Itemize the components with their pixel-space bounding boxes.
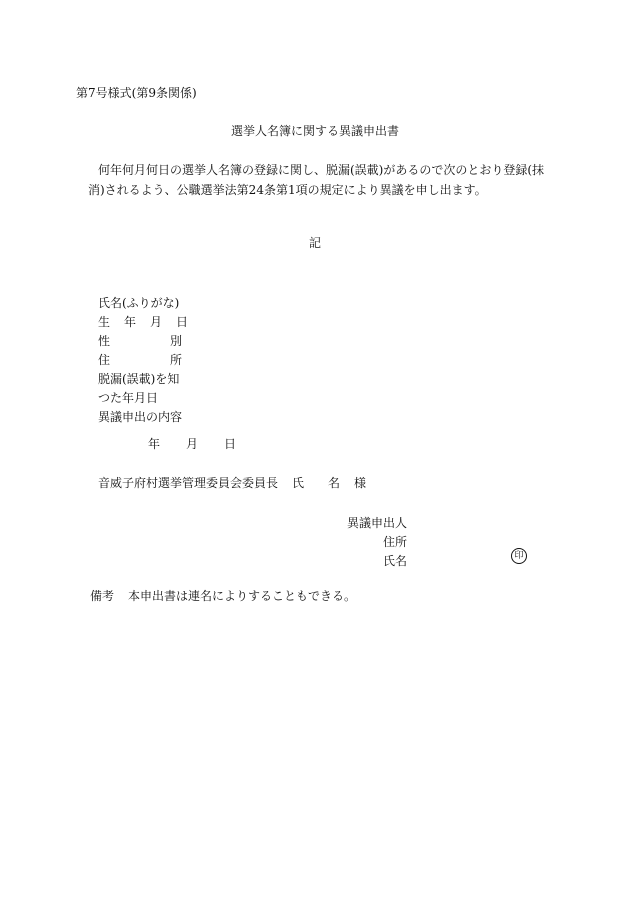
addressee-sama: 様 — [354, 476, 367, 490]
field-discovery-date-line-1: 脱漏(誤載)を知 — [98, 372, 180, 386]
field-address — [98, 351, 188, 370]
field-name: 氏名(ふりがな) — [98, 296, 180, 310]
field-birth-sei: 生 — [98, 315, 111, 329]
date-line — [148, 437, 262, 452]
field-list — [98, 294, 188, 427]
addressee-mei: 名 — [328, 476, 341, 490]
addressee-org: 音威子府村選挙管理委員会委員長 — [98, 476, 279, 490]
applicant-address-label: 住所 — [383, 535, 408, 549]
seal-mark: 印 — [511, 548, 527, 564]
addressee-shi: 氏 — [292, 476, 305, 490]
date-day: 日 — [224, 437, 237, 451]
field-address-sho: 所 — [170, 353, 183, 367]
field-birth-day: 日 — [176, 315, 189, 329]
document-title: 選挙人名簿に関する異議申出書 — [230, 124, 399, 138]
ki-heading: 記 — [308, 236, 321, 250]
field-discovery-date-line-2: つた年月日 — [98, 391, 159, 405]
body-paragraph — [88, 160, 558, 200]
field-address-ju: 住 — [98, 353, 111, 367]
remarks-label: 備考 — [90, 589, 115, 603]
field-sex — [98, 332, 188, 351]
field-birth-year: 年 — [124, 315, 137, 329]
body-line-1: 何年何月何日の選挙人名簿の登録に関し、脱漏(誤載)があるので次のとおり登録(抹 — [98, 163, 545, 177]
date-year: 年 — [148, 437, 161, 451]
form-number: 第7号様式(第9条関係) — [76, 86, 197, 100]
remarks — [90, 589, 356, 604]
field-birthdate — [98, 313, 188, 332]
remarks-text: 本申出書は連名によりすることもできる。 — [128, 589, 357, 603]
applicant-block — [347, 514, 407, 571]
field-sex-sei: 性 — [98, 334, 111, 348]
applicant-heading: 異議申出人 — [347, 516, 408, 530]
date-month: 月 — [186, 437, 199, 451]
field-objection-content: 異議申出の内容 — [98, 410, 183, 424]
addressee — [98, 476, 366, 491]
field-sex-betsu: 別 — [170, 334, 183, 348]
field-birth-month: 月 — [150, 315, 163, 329]
applicant-name-label: 氏名 — [383, 554, 408, 568]
body-line-2: 消)されるよう、公職選挙法第24条第1項の規定により異議を申し出ます。 — [88, 183, 487, 197]
